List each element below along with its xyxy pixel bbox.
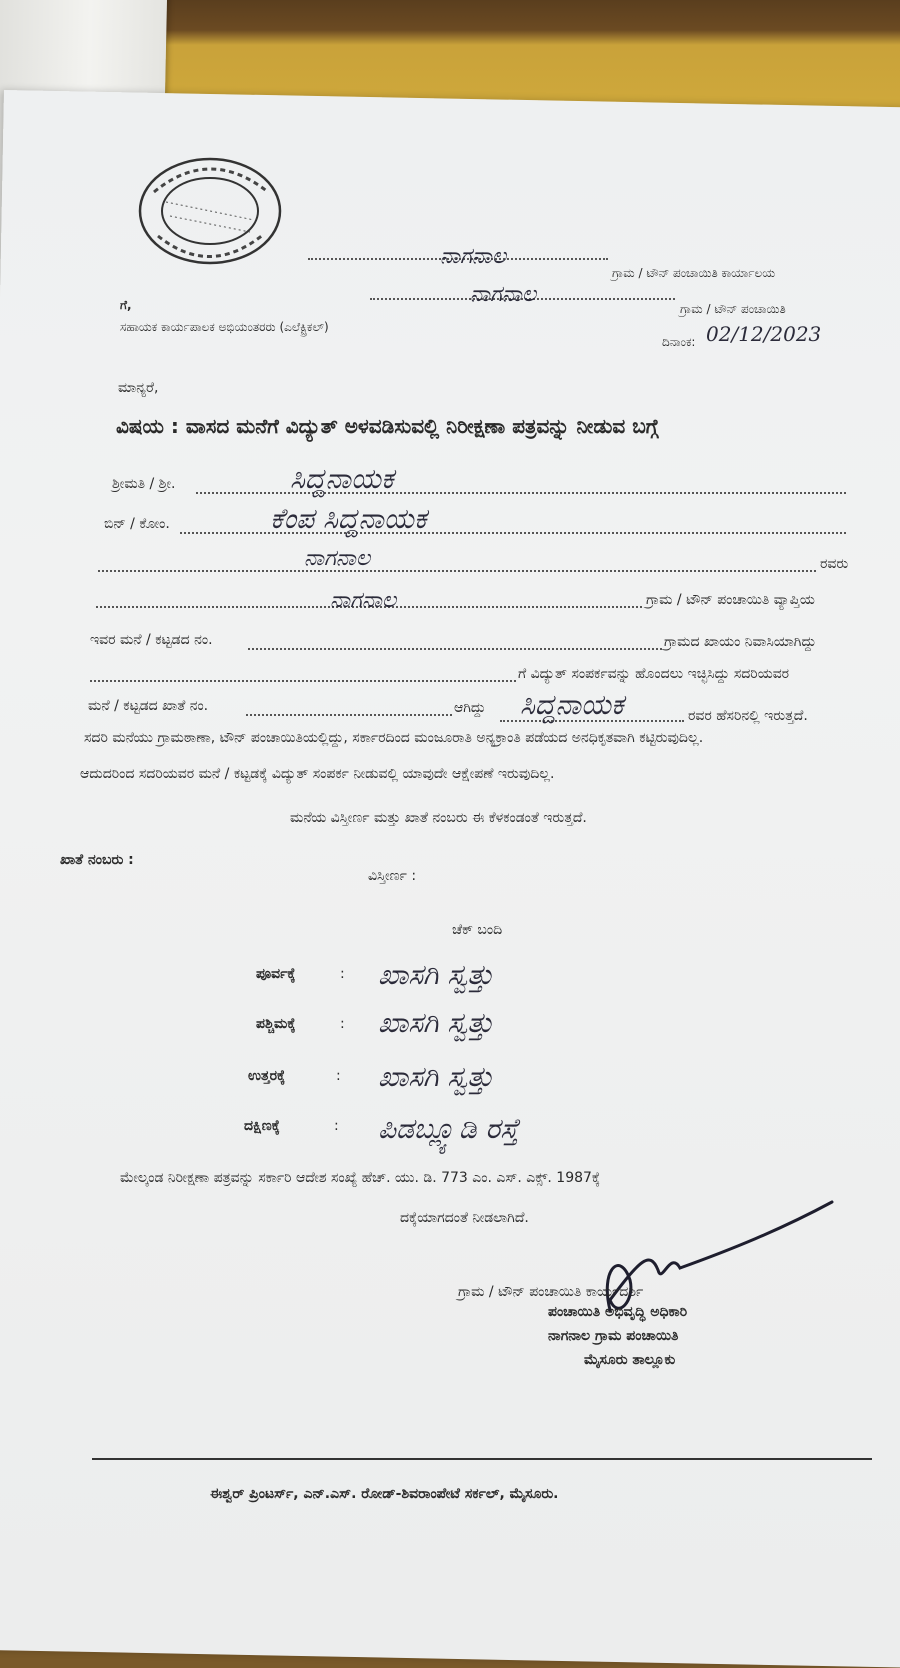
boundary-dir-west: ಪಶ್ಚಿಮಕ್ಕೆ: [256, 1016, 296, 1032]
khata-mid: ಆಗಿದ್ದು: [454, 700, 486, 716]
khata-dotline: [246, 714, 452, 716]
to-label: ಗೆ,: [120, 298, 132, 312]
house-no-dotline: [248, 648, 662, 650]
order-line-2: ದಕ್ಕೆಯಾಗದಂತೆ ನೀಡಲಾಗಿದೆ.: [400, 1210, 529, 1226]
date-label: ದಿನಾಂಕ:: [662, 335, 696, 349]
village-suffix: ಗ್ರಾಮ / ಟೌನ್ ಪಂಚಾಯಿತಿ: [680, 302, 786, 316]
footer-rule: [92, 1458, 872, 1460]
date-value: 02/12/2023: [706, 322, 822, 346]
signatory-stamp-2: ನಾಗನಾಲ ಗ್ರಾಮ ಪಂಚಾಯಿತಿ: [548, 1328, 679, 1344]
father-value: ಕೆಂಪ ಸಿದ್ದನಾಯಕ: [270, 502, 427, 535]
signatory-title: ಗ್ರಾಮ / ಟೌನ್ ಪಂಚಾಯಿತಿ ಕಾರ್ಯದರ್ಶಿ: [458, 1284, 644, 1300]
para-2: ಆದುದರಿಂದ ಸದರಿಯವರ ಮನೆ / ಕಟ್ಟಡಕ್ಕೆ ವಿದ್ಯುತ್ ಸಂಪರ್ಕ ನೀಡುವಲ್ಲಿ ಯಾವುದೇ ಆಕ್ಷೇಪಣೆ ಇರುವುದಿಲ್ಲ.: [80, 766, 555, 782]
electric-line: ಗೆ ವಿದ್ಯುತ್ ಸಂಪರ್ಕವನ್ನು ಹೊಂದಲು ಇಚ್ಛಿಸಿದ್ದು ಸದರಿಯವರ: [518, 666, 790, 682]
place-suffix: ರವರು: [820, 556, 849, 572]
signatory-stamp-1: ಪಂಚಾಯಿತಿ ಅಭಿವೃದ್ಧಿ ಅಧಿಕಾರಿ: [548, 1304, 688, 1320]
name-value: ಸಿದ್ದನಾಯಕ: [290, 462, 394, 495]
boundary-title: ಚೆಕ್ ಬಂದಿ: [452, 922, 503, 938]
printer-footer: ಈಶ್ವರ್ ಪ್ರಿಂಟರ್ಸ್, ಎನ್.ಎಸ್. ರೋಡ್-ಶಿವರಾಂಪೇಟೆ ಸರ್ಕಲ್, ಮೈಸೂರು.: [210, 1486, 559, 1502]
para-1: ಸದರಿ ಮನೆಯು ಗ್ರಾಮಠಾಣಾ, ಟೌನ್ ಪಂಚಾಯಿತಿಯಲ್ಲಿದ್ದು, ಸರ್ಕಾರದಿಂದ ಮಂಜೂರಾತಿ ಅನ್ಯಕ್ರಾಂತಿ ಪಡೆಯದ ಅನಧಿಕೃತವಾಗಿ ಕಟ್ಟಿರುವುದಿಲ್ಲ.: [84, 730, 704, 746]
salutation: ಮಾನ್ಯರೆ,: [118, 380, 159, 396]
boundary-value-west: ಖಾಸಗಿ ಸ್ವತ್ತು: [378, 1006, 494, 1039]
village-office-suffix: ಗ್ರಾಮ / ಟೌನ್ ಪಂಚಾಯಿತಿ ಕಾರ್ಯಾಲಯ: [612, 266, 776, 280]
boundary-value-east: ಖಾಸಗಿ ಸ್ವತ್ತು: [378, 958, 494, 991]
subject-line: ವಿಷಯ : ವಾಸದ ಮನೆಗೆ ವಿದ್ಯುತ್ ಅಳವಡಿಸುವಲ್ಲಿ ನಿರೀಕ್ಷಣಾ ಪತ್ರವನ್ನು ನೀಡುವ ಬಗ್ಗೆ: [116, 414, 659, 438]
father-label: ಬಿನ್ / ಕೋಂ.: [104, 516, 170, 532]
house-no-suffix: ಗ್ರಾಮದ ಖಾಯಂ ನಿವಾಸಿಯಾಗಿದ್ದು: [664, 634, 817, 650]
place-dotline: [98, 570, 816, 572]
owner-suffix: ರವರ ಹೆಸರಿನಲ್ಲಿ ಇರುತ್ತದೆ.: [688, 708, 808, 724]
name-label: ಶ್ರೀಮತಿ / ಶ್ರೀ.: [112, 476, 176, 492]
electric-dotline: [90, 680, 516, 682]
boundary-dir-east: ಪೂರ್ವಕ್ಕೆ: [256, 966, 296, 982]
boundary-sep-north: :: [336, 1068, 341, 1084]
place-value: ನಾಗನಾಲ: [304, 546, 371, 571]
house-no-label: ಇವರ ಮನೆ / ಕಟ್ಟಡದ ನಂ.: [90, 632, 213, 648]
boundary-sep-east: :: [340, 966, 345, 982]
panchayat-suffix: ಗ್ರಾಮ / ಟೌನ್ ಪಂಚಾಯಿತಿ ವ್ಯಾಪ್ತಿಯ: [646, 592, 815, 608]
boundary-sep-west: :: [340, 1016, 345, 1032]
owner-value: ಸಿದ್ದನಾಯಕ: [520, 688, 624, 721]
signatory-stamp-3: ಮೈಸೂರು ತಾಲ್ಲೂಕು: [584, 1352, 676, 1368]
boundary-dir-south: ದಕ್ಷಿಣಕ್ಕೆ: [244, 1118, 280, 1134]
boundary-value-south: ಪಿಡಬ್ಲ್ಯೂಡಿ ರಸ್ತೆ: [378, 1112, 519, 1145]
boundary-sep-south: :: [334, 1118, 339, 1134]
boundary-dir-north: ಉತ್ತರಕ್ಕೆ: [248, 1068, 286, 1084]
area-label: ವಿಸ್ತೀರ್ಣ :: [368, 868, 417, 884]
recipient: ಸಹಾಯಕ ಕಾರ್ಯಪಾಲಕ ಅಭಿಯಂತರರು (ಎಲೆಕ್ಟ್ರಿಕಲ್): [120, 320, 329, 334]
panchayat-value: ನಾಗನಾಲ: [330, 588, 397, 613]
village-office-name: ನಾಗನಾಲ: [440, 244, 507, 269]
village-name: ನಾಗನಾಲ: [470, 282, 537, 307]
order-line-1: ಮೇಲ್ಕಂಡ ನಿರೀಕ್ಷಣಾ ಪತ್ರವನ್ನು ಸರ್ಕಾರಿ ಆದೇಶ ಸಂಖ್ಯೆ ಹೆಚ್. ಯು. ಡಿ. 773 ಎಂ. ಎಸ್. ಎಕ್ಸ್. 1987ಕ್ಕೆ: [120, 1170, 601, 1186]
khata-number-label: ಖಾತೆ ನಂಬರು :: [60, 852, 134, 868]
para-3: ಮನೆಯ ವಿಸ್ತೀರ್ಣ ಮತ್ತು ಖಾತೆ ನಂಬರು ಈ ಕೆಳಕಂಡಂತೆ ಇರುತ್ತದೆ.: [290, 810, 587, 826]
panchayat-seal: [136, 152, 284, 270]
boundary-value-north: ಖಾಸಗಿ ಸ್ವತ್ತು: [378, 1060, 494, 1093]
khata-label: ಮನೆ / ಕಟ್ಟಡದ ಖಾತೆ ನಂ.: [88, 698, 209, 714]
